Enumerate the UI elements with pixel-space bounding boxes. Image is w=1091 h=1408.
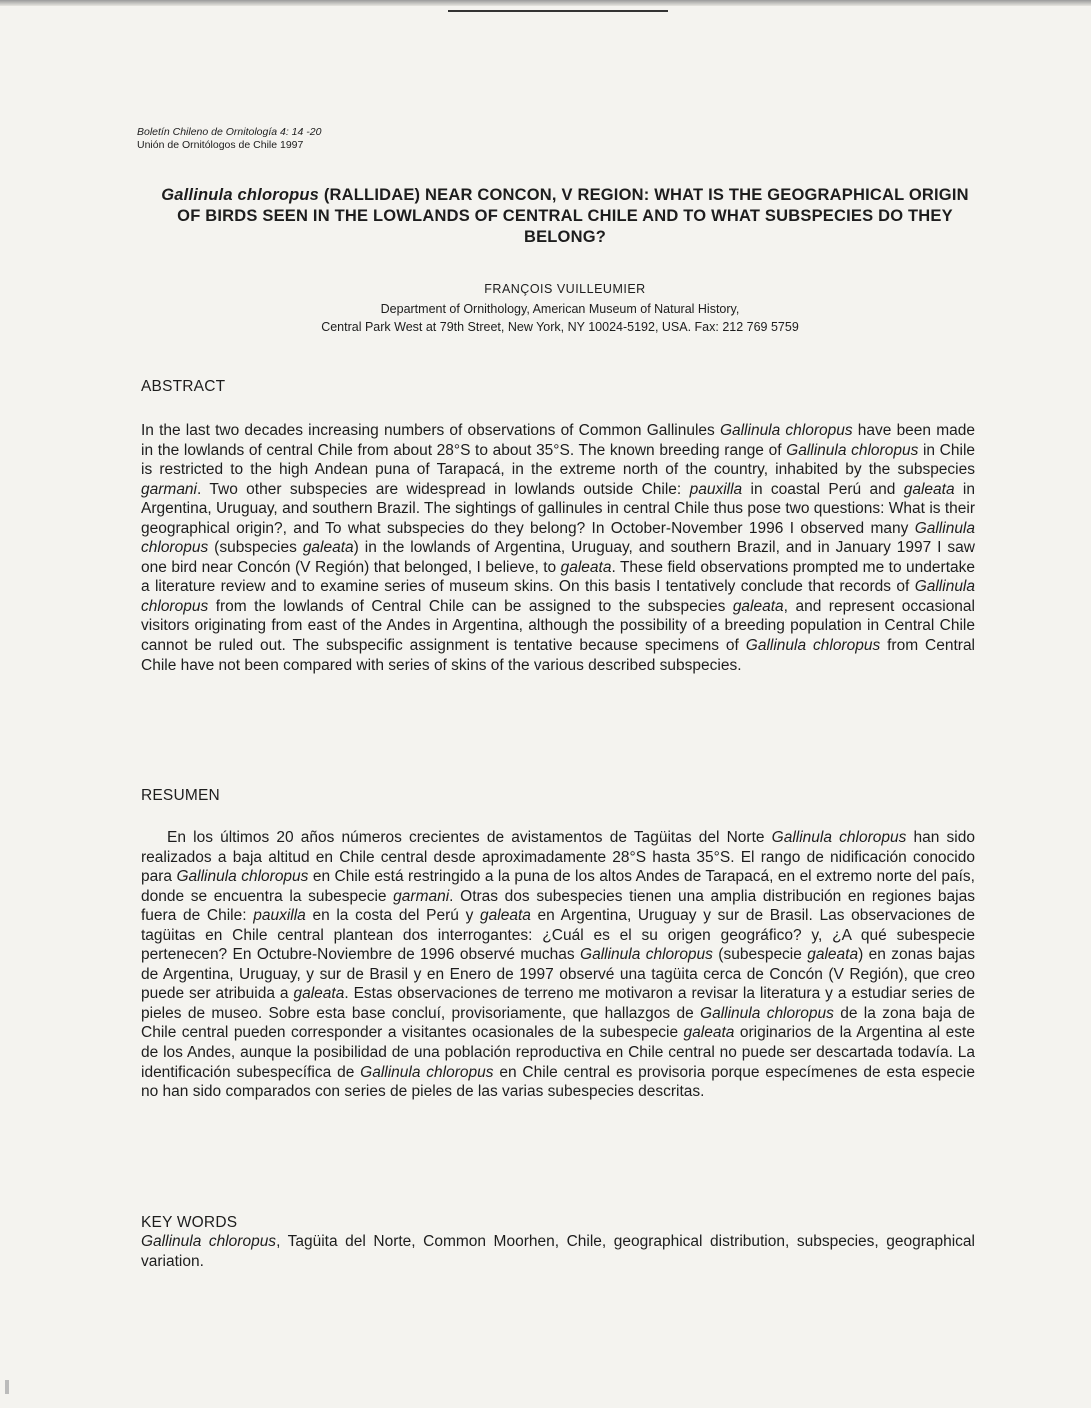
journal-header — [137, 126, 321, 152]
author-name: FRANÇOIS VUILLEUMIER — [484, 282, 646, 296]
title-species: Gallinula chloropus — [161, 186, 320, 204]
scan-top-mark — [448, 0, 668, 12]
title-rest: (RALLIDAE) NEAR CONCON, V REGION: WHAT IS THE GEOGRAPHICAL ORIGIN OF BIRDS SEEN IN THE LOWLANDS OF CENTRAL CHILE AND TO WHAT SUBSPECIES DO THEY BELONG? — [177, 186, 969, 246]
journal-citation: Boletín Chileno de Ornitología 4: 14 -20 — [137, 126, 322, 138]
scan-edge-mark — [5, 1380, 9, 1394]
affiliation-line-1: Department of Ornithology, American Museum of Natural History, — [380, 302, 740, 316]
journal-publisher: Unión de Ornitólogos de Chile 1997 — [137, 139, 304, 151]
affiliation-line-2: Central Park West at 79th Street, New York, NY 10024-5192, USA. Fax: 212 769 5759 — [321, 320, 799, 334]
abstract-heading: ABSTRACT — [141, 378, 226, 395]
resumen-text: En los últimos 20 años números crecientes de avistamentos de Tagüitas del Norte Gallinula chloropus han sido realizados a baja altitud en Chile central desde aproximadamente 28°S hasta 35°S. El rango de nidificación conocido para Gallinula chloropus en Chile está restringido a la puna de los altos Andes de Tarapacá, en el extremo norte del país, donde se encuentra la subespecie garmani. Otras dos subespecies tienen una amplia distribución en regiones bajas fuera de Chile: pauxilla en la costa del Perú y galeata en Argentina, Uruguay y sur de Brasil. Las observaciones de tagüitas en Chile central plantean dos interrogantes: ¿Cuál es el su origen geográfico? y, ¿A qué subespecie pertenecen? En Octubre-Noviembre de 1996 observé muchas Gallinula chloropus (subespecie galeata) en zonas bajas de Argentina, Uruguay, y sur de Brasil y en Enero de 1997 observé una tagüita cerca de Concón (V Región), que creo puede ser atribuida a galeata. Estas observaciones de terreno me motivaron a revisar la literatura y a estudiar series de pieles de museo. Sobre esta base concluí, provisoriamente, que hallazgos de Gallinula chloropus de la zona baja de Chile central pueden corresponder a visitantes ocasionales de la subespecie galeata originarios de la Argentina al este de los Andes, aunque la posibilidad de una población reproductiva en Chile central no puede ser descartada todavía. La identificación subespecífica de Gallinula chloropus en Chile central es provisoria porque especímenes de esta especie no han sido comparados con series de pieles de las varias subespecies descritas. — [141, 829, 976, 1101]
keywords-heading: KEY WORDS — [141, 1214, 238, 1231]
author-affiliation — [0, 300, 1091, 336]
resumen-heading: RESUMEN — [141, 787, 220, 804]
abstract-text: In the last two decades increasing numbers of observations of Common Gallinules Gallinula chloropus have been made in the lowlands of central Chile from about 28°S to about 35°S. The known breeding range of Gallinula chloropus in Chile is restricted to the high Andean puna of Tarapacá, in the extreme north of the country, inhabited by the subspecies garmani. Two other subspecies are widespread in lowlands outside Chile: pauxilla in coastal Perú and galeata in Argentina, Uruguay, and southern Brazil. The sightings of gallinules in central Chile thus pose two questions: What is their geographical origin?, and To what subspecies do they belong? In October-November 1996 I observed many Gallinula chloropus (subspecies galeata) in the lowlands of Argentina, Uruguay, and southern Brazil, and in January 1997 I saw one bird near Concón (V Región) that belonged, I believe, to galeata. These field observations prompted me to undertake a literature review and to examine series of museum skins. On this basis I tentatively conclude that records of Gallinula chloropus from the lowlands of Central Chile can be assigned to the subspecies galeata, and represent occasional visitors originating from east of the Andes in Argentina, although the possibility of a breeding population in Central Chile cannot be ruled out. The subspecific assignment is tentative because specimens of Gallinula chloropus from Central Chile have not been compared with series of skins of the various described subspecies. — [141, 422, 976, 674]
keywords-text: Gallinula chloropus, Tagüita del Norte, Common Moorhen, Chile, geographical distribution, subspecies, geographical variation. — [141, 1233, 975, 1270]
paper-title — [150, 185, 980, 248]
